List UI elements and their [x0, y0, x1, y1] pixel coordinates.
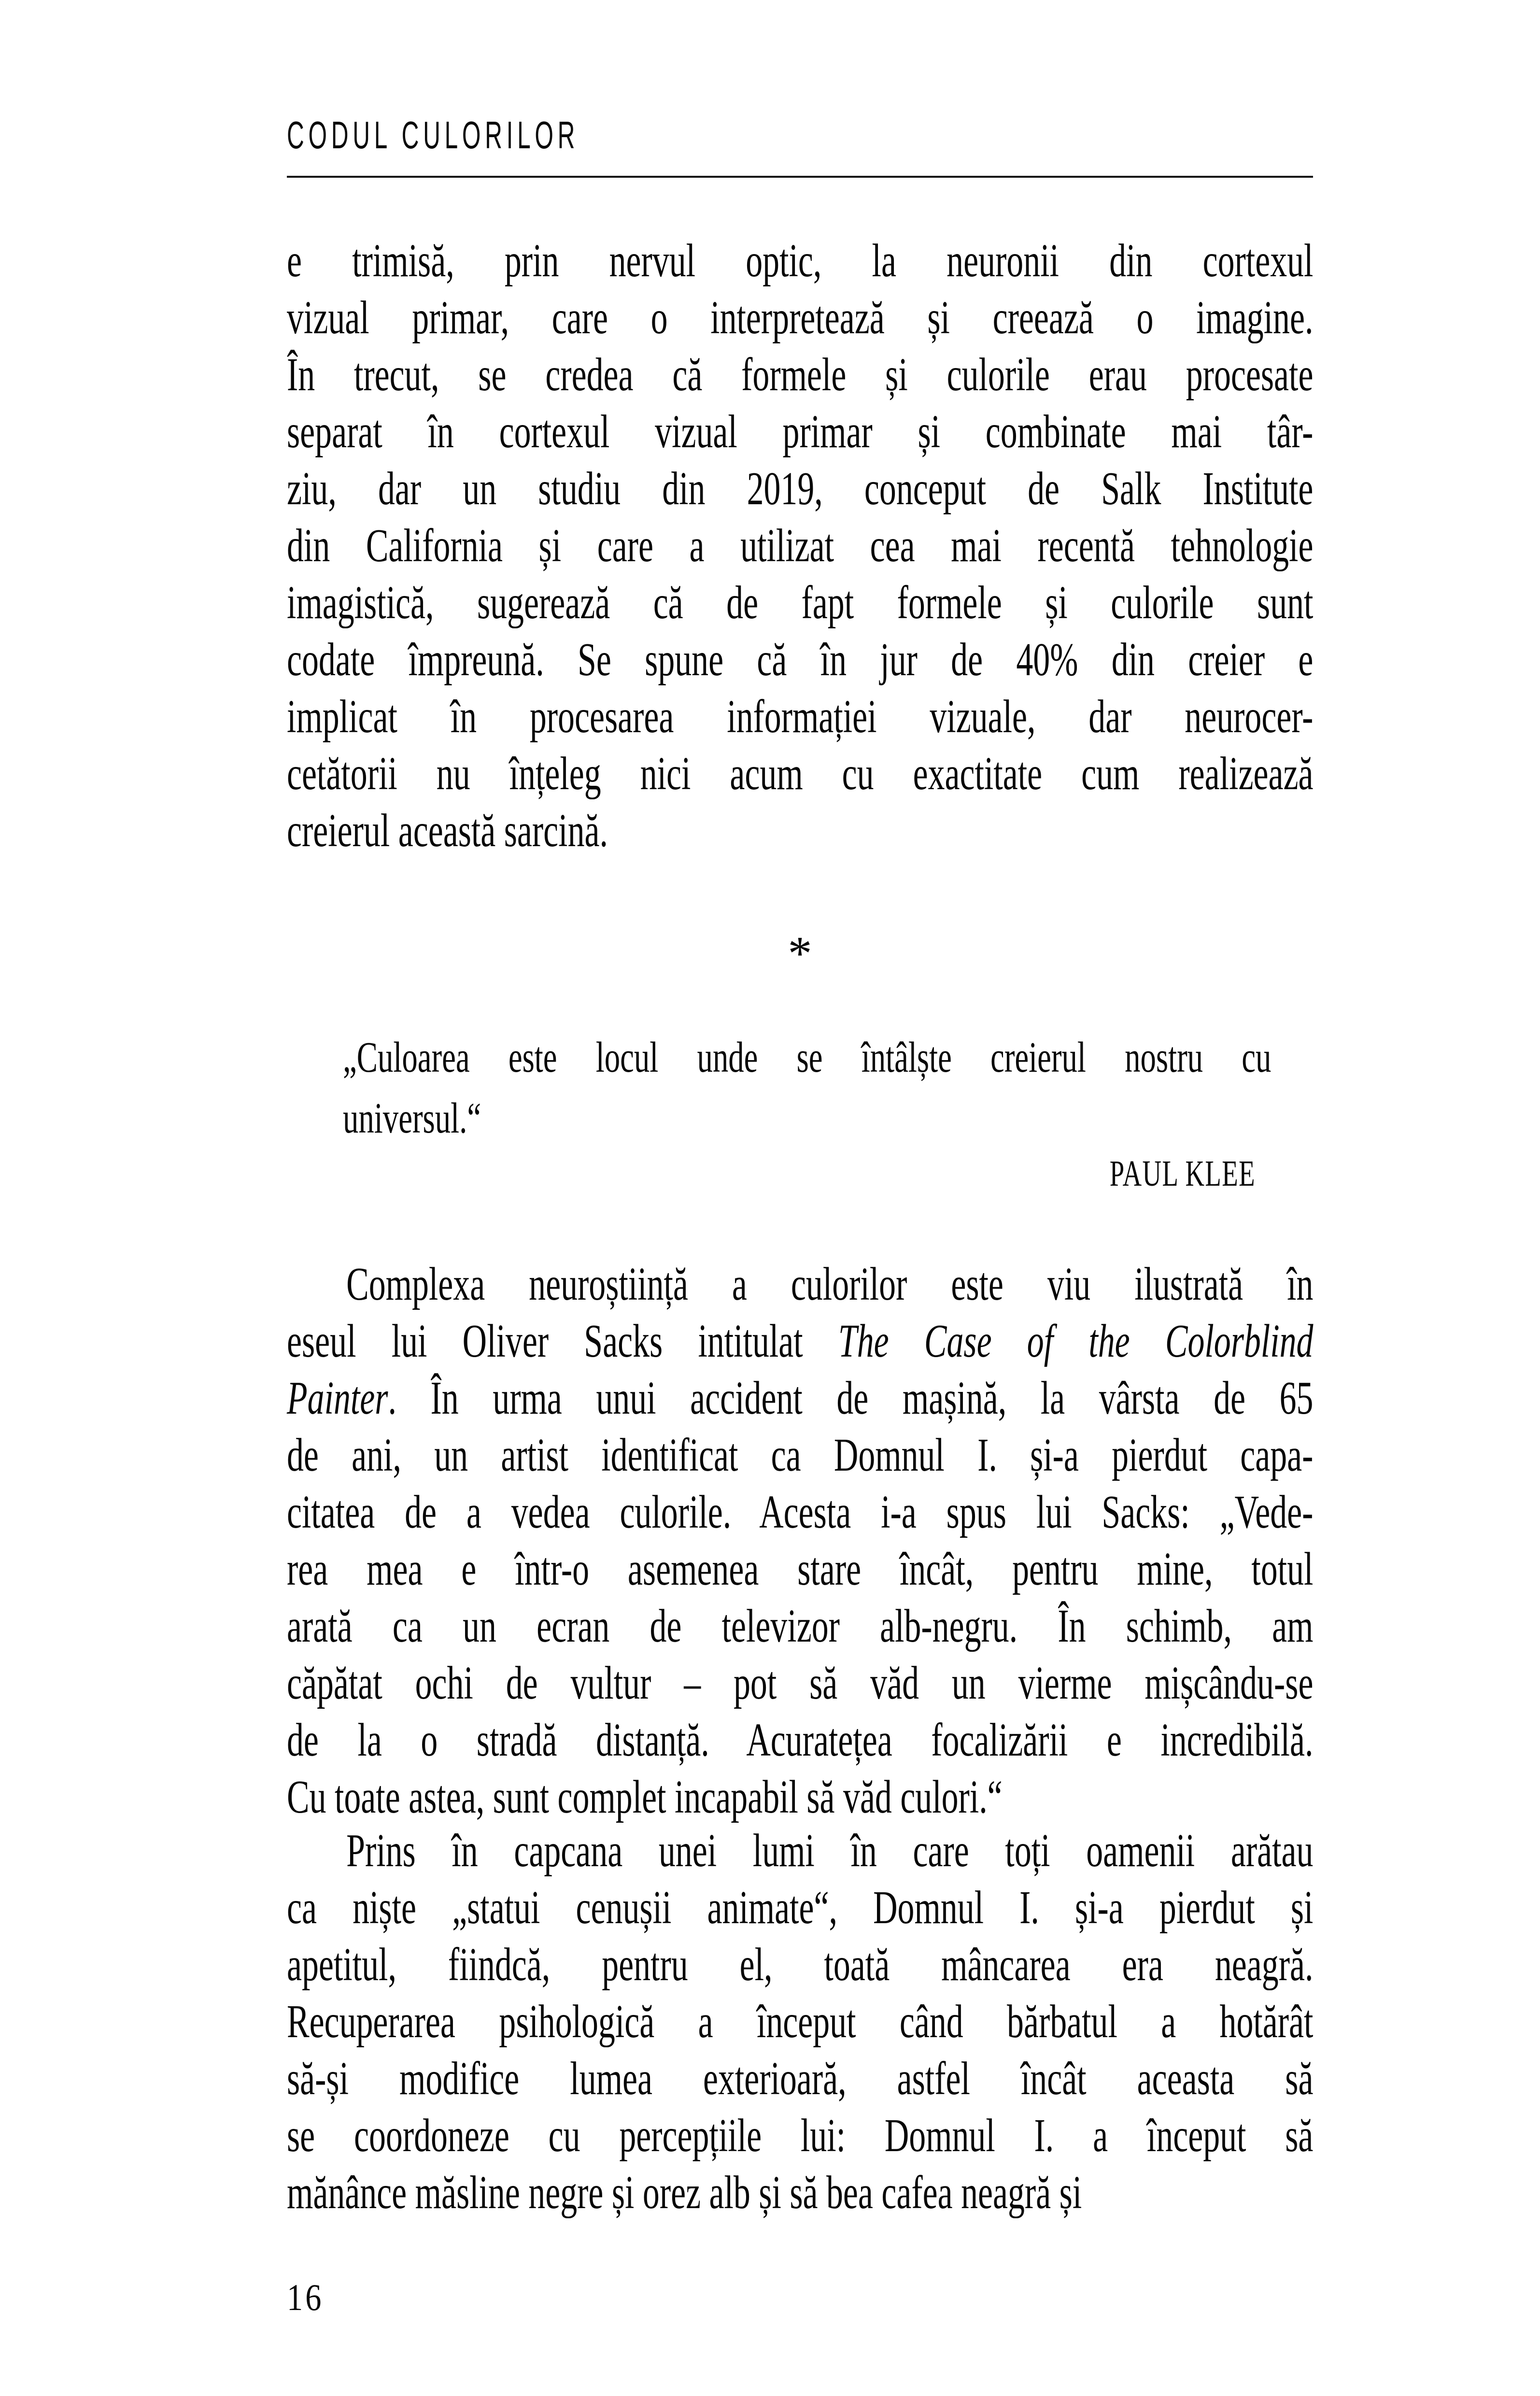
text-line: Prins în capcana unei lumi în care toți oamenii arătau: [346, 1825, 1314, 1876]
text-line: citatea de a vedea culorile. Acesta i-a spus lui Sacks: „Vede-: [287, 1486, 1314, 1538]
paragraph-3: [287, 1822, 1540, 2221]
text-line: vizual primar, care o interpretează și creează o imagine.: [287, 292, 1314, 343]
text-line: implicat în procesarea informației vizuale, dar neurocer-: [287, 691, 1314, 742]
text-line: arată ca un ecran de televizor alb-negru. În schimb, am: [287, 1600, 1314, 1652]
italic-text: The Case of the Colorblind: [838, 1315, 1314, 1367]
text-line: separat în cortexul vizual primar și combinate mai târ-: [287, 406, 1314, 457]
text-line: Complexa neuroștiință a culorilor este viu ilustrată în: [346, 1258, 1314, 1310]
section-separator: *: [788, 926, 812, 980]
running-header: CODUL CULORILOR: [287, 113, 579, 156]
text-line: Painter. În urma unui accident de mașină, la vârsta de 65: [287, 1372, 1314, 1424]
page-number: 16: [287, 2276, 324, 2318]
text-line: mănânce măsline negre și orez alb și să bea cafea neagră și: [287, 2167, 1082, 2218]
text-line: eseul lui Oliver Sacks intitulat The Case of the Colorblind: [287, 1315, 1314, 1367]
header-divider: [287, 176, 1313, 178]
text-line: rea mea e într-o asemenea stare încât, pentru mine, totul: [287, 1543, 1314, 1595]
text-line: se coordoneze cu percepțiile lui: Domnul I. a început să: [287, 2110, 1314, 2161]
text-line: codate împreună. Se spune că în jur de 40% din creier e: [287, 634, 1314, 685]
text-line: creierul această sarcină.: [287, 805, 608, 856]
text-line: imagistică, sugerează că de fapt formele și culorile sunt: [287, 577, 1314, 628]
italic-text: Painter: [287, 1372, 388, 1424]
text-line: universul.“: [343, 1094, 481, 1142]
quote-attribution: PAUL KLEE: [1109, 1153, 1256, 1194]
text-line: din California și care a utilizat cea mai recentă tehnologie: [287, 520, 1314, 571]
text-line: Recuperarea psihologică a început când bărbatul a hotărât: [287, 1996, 1314, 2047]
text-line: ziu, dar un studiu din 2019, conceput de Salk Institute: [287, 463, 1314, 514]
text-line: cetătorii nu înțeleg nici acum cu exactitate cum realizează: [287, 748, 1314, 799]
text-line: să-și modifice lumea exterioară, astfel încât aceasta să: [287, 2053, 1314, 2104]
quote-block: [343, 1027, 1540, 1149]
text-line: căpătat ochi de vultur – pot să văd un vierme mișcându-se: [287, 1657, 1314, 1709]
text-line: În trecut, se credea că formele și culorile erau procesate: [287, 349, 1314, 400]
text-line: de la o stradă distanță. Acuratețea focalizării e incredibilă.: [287, 1714, 1314, 1766]
text-line: „Culoarea este locul unde se întâlște creierul nostru cu: [343, 1034, 1272, 1081]
text-line: de ani, un artist identificat ca Domnul I. și-a pierdut capa-: [287, 1429, 1314, 1481]
text-line: apetitul, fiindcă, pentru el, toată mâncarea era neagră.: [287, 1939, 1314, 1990]
text-line: e trimisă, prin nervul optic, la neuronii din cortexul: [287, 235, 1314, 286]
paragraph-2: [287, 1256, 1540, 1826]
text-line: ca niște „statui cenușii animate“, Domnul I. și-a pierdut și: [287, 1882, 1314, 1933]
text-line: Cu toate astea, sunt complet incapabil să văd culori.“: [287, 1771, 1003, 1823]
paragraph-1: [287, 232, 1540, 859]
